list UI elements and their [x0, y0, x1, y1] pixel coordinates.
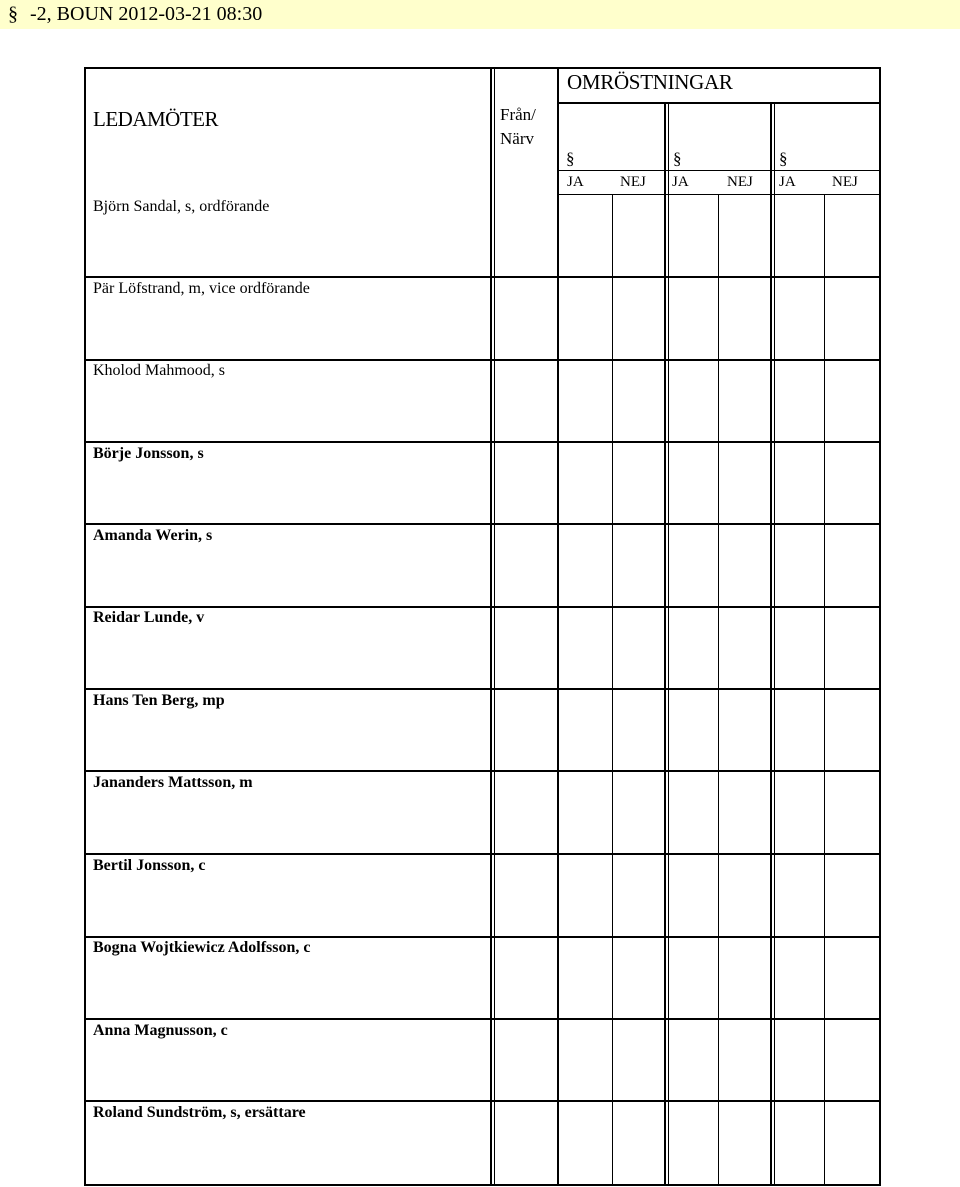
from-label-line1: Från/ — [500, 105, 536, 124]
vote-col-line — [718, 195, 719, 1186]
vote-group-2-yes: JA — [672, 174, 689, 190]
table-border-bottom — [84, 1184, 881, 1186]
vote-group-2-symbol: § — [673, 149, 682, 168]
row-line-members — [84, 276, 490, 278]
document-header — [0, 0, 960, 29]
vote-group-line — [770, 104, 772, 1186]
document-title: -2, BOUN 2012-03-21 08:30 — [30, 3, 263, 25]
member-name: Jananders Mattsson, m — [93, 774, 253, 791]
vote-group-line — [664, 104, 666, 1186]
vote-group-1-yes: JA — [567, 174, 584, 190]
row-line — [84, 688, 881, 690]
vote-group-3-symbol: § — [779, 149, 788, 168]
member-name: Börje Jonsson, s — [93, 445, 204, 462]
vote-group-3-no: NEJ — [832, 174, 858, 190]
vote-group-line-inner — [774, 104, 775, 1186]
section-symbol: § — [8, 3, 18, 25]
row-line — [492, 276, 881, 278]
row-line — [84, 441, 881, 443]
member-name: Björn Sandal, s, ordförande — [93, 198, 270, 215]
votes-heading-line — [557, 102, 881, 104]
vote-group-2-no: NEJ — [727, 174, 753, 190]
from-label-line2: Närv — [500, 129, 534, 148]
member-name: Kholod Mahmood, s — [93, 362, 225, 379]
vote-col-line — [612, 195, 613, 1186]
vote-group-1-symbol: § — [566, 149, 575, 168]
vote-col-line — [824, 195, 825, 1186]
vote-group-line-inner — [668, 104, 669, 1186]
votes-heading: OMRÖSTNINGAR — [567, 70, 733, 94]
vote-label-line — [557, 194, 881, 195]
row-line — [84, 936, 881, 938]
member-name: Amanda Werin, s — [93, 527, 213, 544]
row-line — [84, 523, 881, 525]
members-heading: LEDAMÖTER — [93, 107, 218, 131]
member-name: Bogna Wojtkiewicz Adolfsson, c — [93, 939, 311, 956]
row-line — [84, 770, 881, 772]
row-line — [84, 359, 881, 361]
from-present-label — [500, 103, 555, 151]
member-name: Bertil Jonsson, c — [93, 857, 206, 874]
member-name: Roland Sundström, s, ersättare — [93, 1104, 306, 1121]
member-name: Pär Löfstrand, m, vice ordförande — [93, 280, 310, 297]
member-name: Anna Magnusson, c — [93, 1022, 228, 1039]
member-name: Hans Ten Berg, mp — [93, 692, 225, 709]
vote-symbol-line — [557, 170, 881, 171]
row-line — [84, 606, 881, 608]
row-line — [84, 1018, 881, 1020]
table-border-top — [84, 67, 881, 69]
member-name: Reidar Lunde, v — [93, 609, 205, 626]
vote-group-3-yes: JA — [779, 174, 796, 190]
vote-group-1-no: NEJ — [620, 174, 646, 190]
row-line — [84, 1100, 881, 1102]
row-line — [84, 853, 881, 855]
